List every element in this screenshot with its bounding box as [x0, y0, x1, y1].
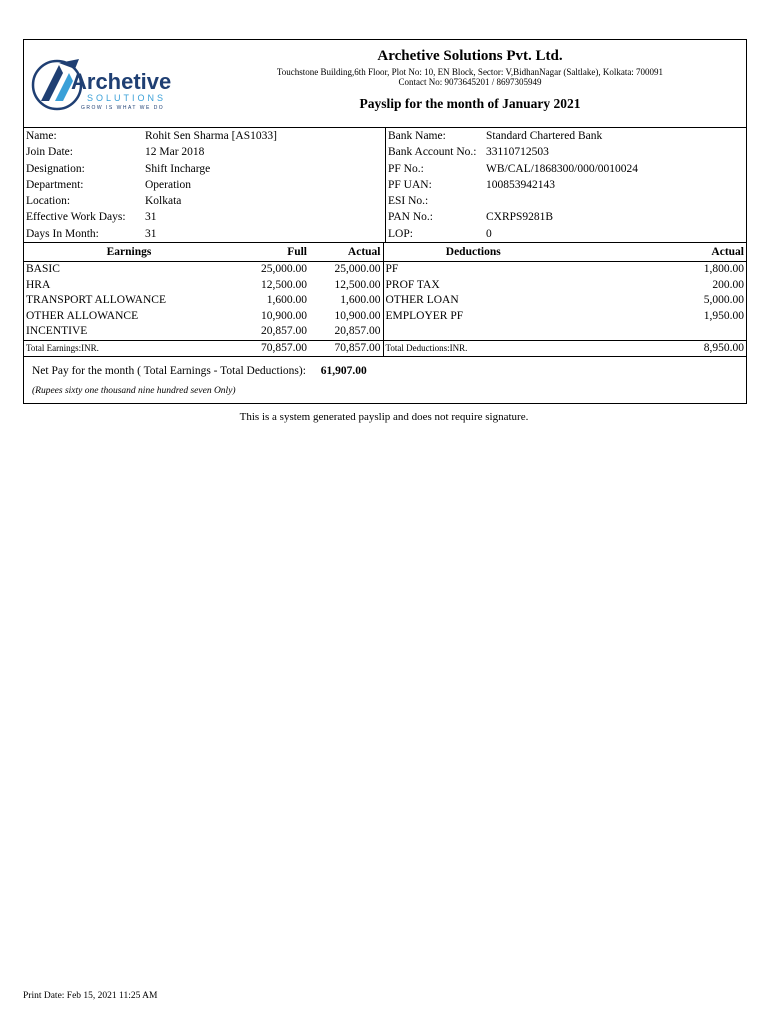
net-pay-label: Net Pay for the month ( Total Earnings - Total Deductions):: [32, 365, 306, 378]
bank-details: [386, 128, 746, 242]
info-row: [386, 226, 746, 242]
system-note: This is a system generated payslip and does not require signature.: [239, 411, 529, 423]
info-value: Standard Chartered Bank: [486, 130, 603, 142]
info-row: [24, 193, 385, 209]
payslip-header: [24, 40, 746, 128]
deduction-amount: 1,950.00: [703, 309, 744, 322]
total-earnings-label: Total Earnings:INR.: [24, 340, 234, 356]
earning-actual: 12,500.00: [334, 278, 381, 291]
deduction-amount: [563, 324, 746, 340]
deduction-name: PROF TAX: [383, 278, 563, 294]
svg-text:Archetive: Archetive: [71, 69, 172, 94]
info-row: [24, 177, 385, 193]
employee-info: [24, 128, 746, 243]
deduction-amount: 5,000.00: [703, 294, 744, 307]
earning-actual: 25,000.00: [334, 263, 381, 276]
info-row: [386, 128, 746, 144]
svg-text:GROW IS WHAT WE DO: GROW IS WHAT WE DO: [81, 105, 165, 111]
info-row: [24, 226, 385, 242]
earnings-header: Earnings: [24, 243, 234, 262]
deduction-name: PF: [383, 262, 563, 278]
payslip-title: Payslip for the month of January 2021: [359, 96, 581, 111]
table-row: [24, 278, 746, 294]
table-row: [24, 324, 746, 340]
info-label: Name:: [26, 130, 57, 142]
earning-name: INCENTIVE: [26, 325, 88, 338]
info-row: [24, 144, 385, 160]
svg-text:SOLUTIONS: SOLUTIONS: [87, 93, 167, 103]
totals-row: [24, 340, 746, 356]
info-value: 0: [486, 227, 492, 240]
info-value: CXRPS9281B: [486, 211, 554, 224]
deduction-name: EMPLOYER PF: [383, 309, 563, 325]
deduction-amount: 1,800.00: [703, 263, 744, 276]
company-name: Archetive Solutions Pvt. Ltd.: [377, 48, 563, 64]
info-label: PF No.:: [388, 162, 424, 175]
info-value: 31: [145, 227, 157, 240]
info-label: Join Date:: [26, 146, 73, 159]
info-label: Department:: [26, 178, 84, 191]
table-row: [24, 309, 746, 325]
deduction-amount: 200.00: [712, 278, 744, 291]
info-value: WB/CAL/1868300/000/0010024: [486, 162, 639, 175]
earning-full: 25,000.00: [261, 263, 307, 276]
table-row: [24, 262, 746, 278]
company-contact: Contact No: 9073645201 / 8697305949: [398, 77, 542, 87]
earning-full: 10,900.00: [261, 309, 307, 322]
earning-name: BASIC: [26, 263, 60, 276]
info-value: Operation: [145, 178, 191, 191]
total-actual: 70,857.00: [309, 340, 383, 356]
info-label: Designation:: [26, 162, 85, 175]
earning-full: 1,600.00: [266, 294, 307, 307]
earning-full: 20,857.00: [261, 325, 307, 338]
info-label: Location:: [26, 195, 71, 208]
earning-actual: 20,857.00: [334, 325, 381, 338]
earning-name: TRANSPORT ALLOWANCE: [26, 294, 166, 307]
info-value: Shift Incharge: [145, 162, 211, 175]
info-label: Effective Work Days:: [26, 211, 126, 224]
deduction-actual-header: Actual: [563, 243, 746, 262]
info-value: 100853942143: [486, 178, 555, 191]
employee-details: [24, 128, 386, 242]
net-pay-amount: 61,907.00: [320, 365, 367, 378]
print-date: Print Date: Feb 15, 2021 11:25 AM: [23, 991, 158, 1001]
earning-name: HRA: [26, 278, 51, 291]
info-row: [24, 161, 385, 177]
info-label: PF UAN:: [388, 178, 432, 191]
info-label: Bank Account No.:: [388, 146, 477, 159]
info-value: Rohit Sen Sharma [AS1033]: [145, 130, 277, 142]
table-row: [24, 293, 746, 309]
earning-name: OTHER ALLOWANCE: [26, 309, 139, 322]
info-label: Bank Name:: [388, 130, 446, 142]
info-row: [386, 144, 746, 160]
info-row: [24, 209, 385, 225]
company-logo: [29, 55, 189, 115]
info-row: [24, 128, 385, 144]
net-pay-section: [24, 356, 746, 403]
total-full: 70,857.00: [234, 340, 309, 356]
info-label: LOP:: [388, 227, 413, 240]
info-label: Days In Month:: [26, 227, 99, 240]
company-address: [194, 67, 746, 87]
full-header: Full: [234, 243, 309, 262]
company-address-line: Touchstone Building,6th Floor, Plot No: 10, EN Block, Sector: V,BidhanNagar (Saltlake), Kolkata: 700091: [276, 67, 664, 77]
deductions-header: Deductions: [383, 243, 563, 262]
total-deductions-label: Total Deductions:INR.: [383, 340, 563, 356]
deduction-name: OTHER LOAN: [383, 293, 563, 309]
info-label: ESI No.:: [388, 195, 429, 208]
payslip-sheet: [23, 39, 747, 404]
info-row: [386, 177, 746, 193]
info-value: 12 Mar 2018: [145, 146, 205, 159]
actual-header: Actual: [309, 243, 383, 262]
info-row: [386, 209, 746, 225]
info-value: Kolkata: [145, 195, 182, 208]
net-pay-line: [32, 365, 367, 377]
earning-full: 12,500.00: [261, 278, 307, 291]
info-row: [386, 161, 746, 177]
total-deductions: 8,950.00: [563, 340, 746, 356]
table-header-row: [24, 243, 746, 262]
info-row: [386, 193, 746, 209]
earnings-deductions-table: [24, 243, 746, 356]
earning-actual: 10,900.00: [334, 309, 381, 322]
earning-actual: 1,600.00: [340, 294, 381, 307]
net-pay-words: (Rupees sixty one thousand nine hundred seven Only): [32, 386, 236, 397]
deduction-name: [383, 324, 563, 340]
info-label: PAN No.:: [388, 211, 433, 224]
info-value: 33110712503: [486, 146, 549, 159]
info-value: 31: [145, 211, 157, 224]
